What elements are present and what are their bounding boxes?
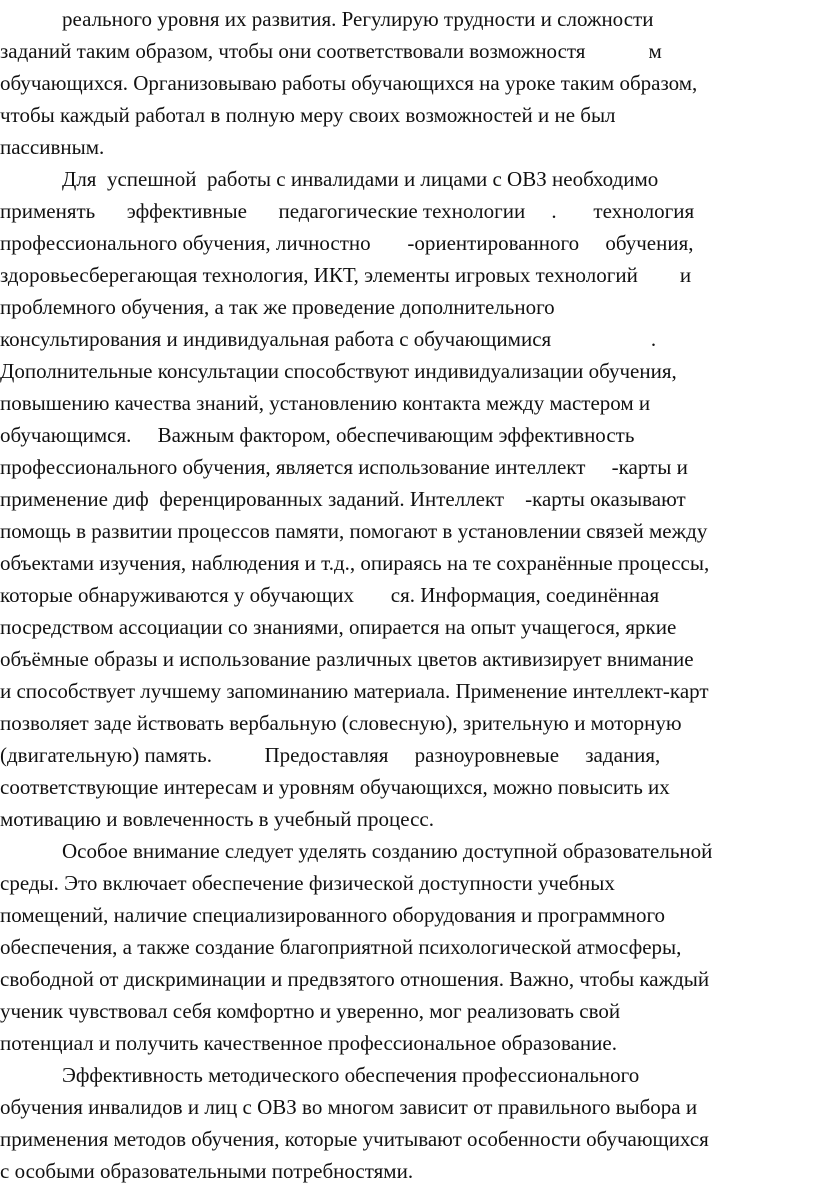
text-line: потенциал и получить качественное профессиональное образование. [0,1031,617,1055]
paragraph-start-line: Особое внимание следует уделять созданию доступной образовательной [62,839,713,863]
text-line: обучающихся. Организовываю работы обучающихся на уроке таким образом, [0,71,698,95]
text-line: которые обнаруживаются у обучающих ся. Информация, соединённая [0,583,660,607]
paragraph-start-line: Для успешной работы с инвалидами и лицами с ОВЗ необходимо [62,167,659,191]
text-line: профессионального обучения, является использование интеллект -карты и [0,455,688,479]
text-line: чтобы каждый работал в полную меру своих возможностей и не был [0,103,616,127]
text-line: здоровьесберегающая технология, ИКТ, элементы игровых технологий и [0,263,692,287]
text-line: мотивацию и вовлеченность в учебный процесс. [0,807,434,831]
text-line: обучающимся. Важным фактором, обеспечивающим эффективность [0,423,635,447]
text-line: проблемного обучения, а так же проведение дополнительного [0,295,555,319]
text-line: применять эффективные педагогические технологии . технология [0,199,695,223]
text-line: (двигательную) память. Предоставляя разноуровневые задания, [0,743,661,767]
text-line: посредством ассоциации со знаниями, опирается на опыт учащегося, яркие [0,615,677,639]
text-line: ученик чувствовал себя комфортно и уверенно, мог реализовать свой [0,999,621,1023]
text-line: обеспечения, а также создание благоприятной психологической атмосферы, [0,935,682,959]
text-line: свободной от дискриминации и предвзятого отношения. Важно, чтобы каждый [0,967,710,991]
text-line: применение диф ференцированных заданий. Интеллект -карты оказывают [0,487,686,511]
text-line: заданий таким образом, чтобы они соответствовали возможностя м [0,39,662,63]
text-line: объёмные образы и использование различных цветов активизирует внимание [0,647,694,671]
text-line: и способствует лучшему запоминанию материала. Применение интеллект-карт [0,679,709,703]
text-line: помощь в развитии процессов памяти, помогают в установлении связей между [0,519,708,543]
text-line: позволяет заде йствовать вербальную (словесную), зрительную и моторную [0,711,682,735]
text-line: повышению качества знаний, установлению контакта между мастером и [0,391,651,415]
text-line: профессионального обучения, личностно -ориентированного обучения, [0,231,694,255]
text-line: применения методов обучения, которые учитывают особенности обучающихся [0,1127,709,1151]
text-line: помещений, наличие специализированного оборудования и программного [0,903,666,927]
text-line: объектами изучения, наблюдения и т.д., опираясь на те сохранённые процессы, [0,551,710,575]
text-line: соответствующие интересам и уровням обучающихся, можно повысить их [0,775,670,799]
text-line: реального уровня их развития. Регулирую трудности и сложности [62,7,654,31]
text-line: среды. Это включает обеспечение физической доступности учебных [0,871,615,895]
text-line: обучения инвалидов и лиц с ОВЗ во многом зависит от правильного выбора и [0,1095,698,1119]
text-line: пассивным. [0,135,105,159]
text-line: консультирования и индивидуальная работа с обучающимися . [0,327,657,351]
text-line: с особыми образовательными потребностями. [0,1159,414,1183]
text-line: Дополнительные консультации способствуют индивидуализации обучения, [0,359,677,383]
paragraph-start-line: Эффективность методического обеспечения профессионального [62,1063,640,1087]
